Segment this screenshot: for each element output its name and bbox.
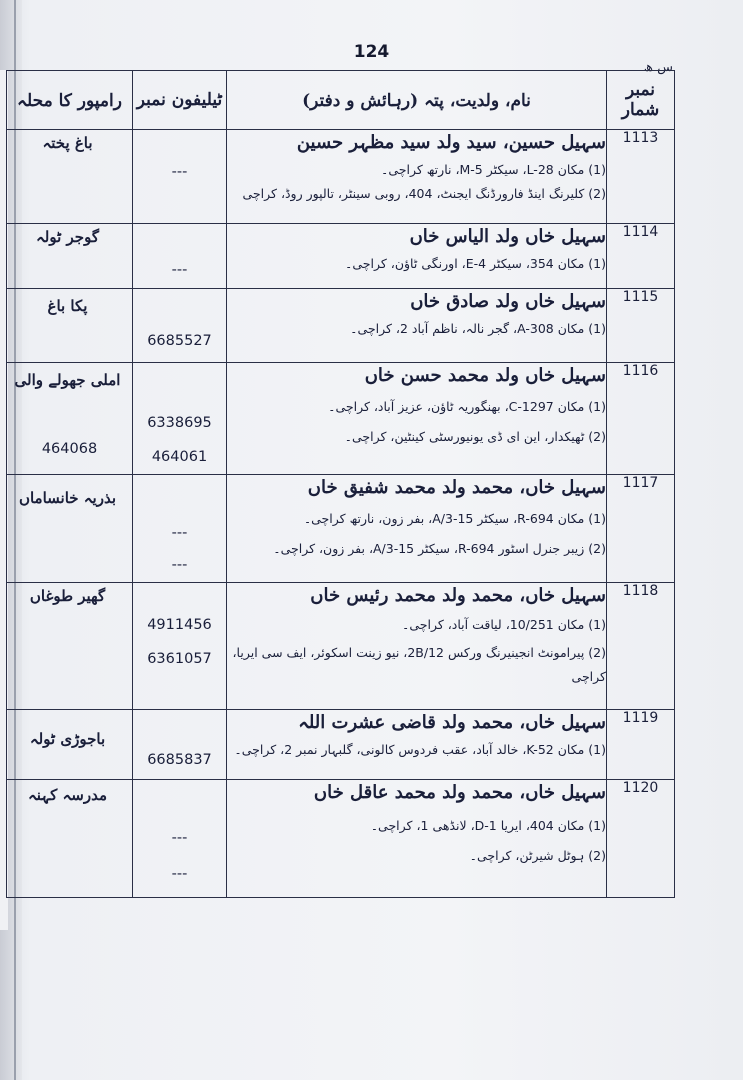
corner-mark: س ھ — [643, 60, 673, 75]
telephone-number: 464061 — [151, 449, 208, 465]
serial-cell: 1115 — [607, 289, 675, 363]
area-name: باجوڑی ٹولہ — [29, 730, 106, 748]
table-row — [7, 224, 675, 289]
header-name: نام، ولدیت، پتہ (رہائش و دفتر) — [227, 71, 607, 130]
register-table — [6, 70, 675, 898]
header-area: رامپور کا محلہ — [7, 71, 133, 130]
telephone-number: --- — [171, 262, 188, 278]
telephone-cell — [133, 475, 227, 583]
telephone-cell — [133, 780, 227, 898]
telephone-cell — [133, 289, 227, 363]
area-name: مدرسہ کہنہ — [28, 786, 107, 804]
telephone-cell — [133, 583, 227, 710]
telephone-number: --- — [171, 830, 188, 846]
person-name: سہیل حسین، سید ولد سید مظہر حسین — [296, 132, 606, 153]
address-line: (1) مکان K-52، خالد آباد، عقب فردوس کالونی، گلبہار نمبر 2، کراچی۔ — [234, 742, 606, 757]
address-line: (2) زیبر جنرل اسٹور R-694، سیکٹر 15-A/3، بفر زون، کراچی۔ — [273, 541, 606, 556]
name-cell — [227, 780, 607, 898]
telephone-number: 6338695 — [147, 415, 212, 431]
address-line: (1) مکان L-28، سیکٹر M-5، نارتھ کراچی۔ — [381, 162, 606, 177]
serial-cell: 1116 — [607, 363, 675, 475]
person-name: سہیل خاں، محمد ولد قاضی عشرت اللہ — [298, 712, 606, 733]
address-line: (2) پیرامونٹ انجینیرنگ ورکس 2B/12، نیو زینت اسکوئر، ایف سی ایریا، کراچی — [232, 645, 606, 684]
telephone-number: 6361057 — [147, 651, 212, 667]
area-name: باغ پختہ — [42, 134, 93, 152]
area-name: گوجر ٹولہ — [36, 228, 99, 246]
telephone-cell — [133, 130, 227, 224]
telephone-number: --- — [171, 866, 188, 882]
area-name: بذریہ خانساماں — [18, 489, 117, 507]
address-line: (2) ٹھیکدار، این ای ڈی یونیورسٹی کینٹین، کراچی۔ — [344, 429, 606, 444]
header-row — [7, 71, 675, 130]
address-line: (1) مکان C-1297، بھنگوریہ ٹاؤن، عزیز آباد، کراچی۔ — [328, 399, 606, 414]
header-telephone: ٹیلیفون نمبر — [133, 71, 227, 130]
area-cell — [7, 780, 133, 898]
table-row — [7, 710, 675, 780]
table-row — [7, 583, 675, 710]
person-name: سہیل خاں، محمد ولد محمد عاقل خاں — [313, 782, 606, 803]
person-name: سہیل خاں ولد صادق خاں — [410, 291, 606, 312]
area-name: املی جھولے والی — [14, 371, 121, 389]
person-name: سہیل خاں، محمد ولد محمد رئیس خاں — [310, 585, 606, 606]
serial-cell: 1120 — [607, 780, 675, 898]
serial-cell: 1118 — [607, 583, 675, 710]
table-row — [7, 130, 675, 224]
telephone-number: 6685837 — [147, 752, 212, 768]
address-line: (1) مکان 354، سیکٹر E-4، اورنگی ٹاؤن، کراچی۔ — [345, 256, 606, 271]
name-cell — [227, 130, 607, 224]
telephone-number: --- — [171, 557, 188, 573]
table-row — [7, 780, 675, 898]
name-cell — [227, 475, 607, 583]
page-number: 124 — [353, 42, 390, 62]
area-cell — [7, 289, 133, 363]
name-cell — [227, 583, 607, 710]
serial-cell: 1119 — [607, 710, 675, 780]
name-cell — [227, 224, 607, 289]
area-cell — [7, 130, 133, 224]
telephone-cell — [133, 363, 227, 475]
address-line: (1) مکان A-308، گجر نالہ، ناظم آباد 2، کراچی۔ — [350, 321, 606, 336]
name-cell — [227, 710, 607, 780]
area-cell — [7, 475, 133, 583]
area-cell — [7, 224, 133, 289]
address-line: (1) مکان 10/251، لیاقت آباد، کراچی۔ — [402, 617, 606, 632]
address-line: (1) مکان 404، ایریا 1-D، لانڈھی 1، کراچی۔ — [370, 818, 606, 833]
person-name: سہیل خاں ولد الیاس خاں — [409, 226, 606, 247]
telephone-number: --- — [171, 525, 188, 541]
area-name: گھیر طوغاں — [29, 587, 106, 605]
area-cell — [7, 583, 133, 710]
address-line: (1) مکان R-694، سیکٹر 15-A/3، بفر زون، نارتھ کراچی۔ — [303, 511, 606, 526]
area-name: پکا باغ — [47, 297, 88, 315]
area-cell — [7, 710, 133, 780]
person-name: سہیل خاں، محمد ولد محمد شفیق خاں — [307, 477, 606, 498]
area-cell — [7, 363, 133, 475]
telephone-number: 4911456 — [147, 617, 212, 633]
serial-cell: 1114 — [607, 224, 675, 289]
serial-cell: 1113 — [607, 130, 675, 224]
table-row — [7, 289, 675, 363]
address-line: (2) ہوٹل شیرٹن، کراچی۔ — [469, 848, 606, 863]
name-cell — [227, 289, 607, 363]
telephone-cell — [133, 710, 227, 780]
telephone-number: 6685527 — [147, 333, 212, 349]
header-serial: نمبر شمار — [607, 71, 675, 130]
serial-cell: 1117 — [607, 475, 675, 583]
table-row — [7, 475, 675, 583]
area-extra-number: 464068 — [41, 441, 98, 457]
person-name: سہیل خاں ولد محمد حسن خاں — [364, 365, 606, 386]
address-line: (2) کلیرنگ اینڈ فارورڈنگ ایجنٹ، 404، روبی سینٹر، تالپور روڈ، کراچی — [242, 186, 606, 201]
telephone-number: --- — [171, 164, 188, 180]
telephone-cell — [133, 224, 227, 289]
table-row — [7, 363, 675, 475]
name-cell — [227, 363, 607, 475]
